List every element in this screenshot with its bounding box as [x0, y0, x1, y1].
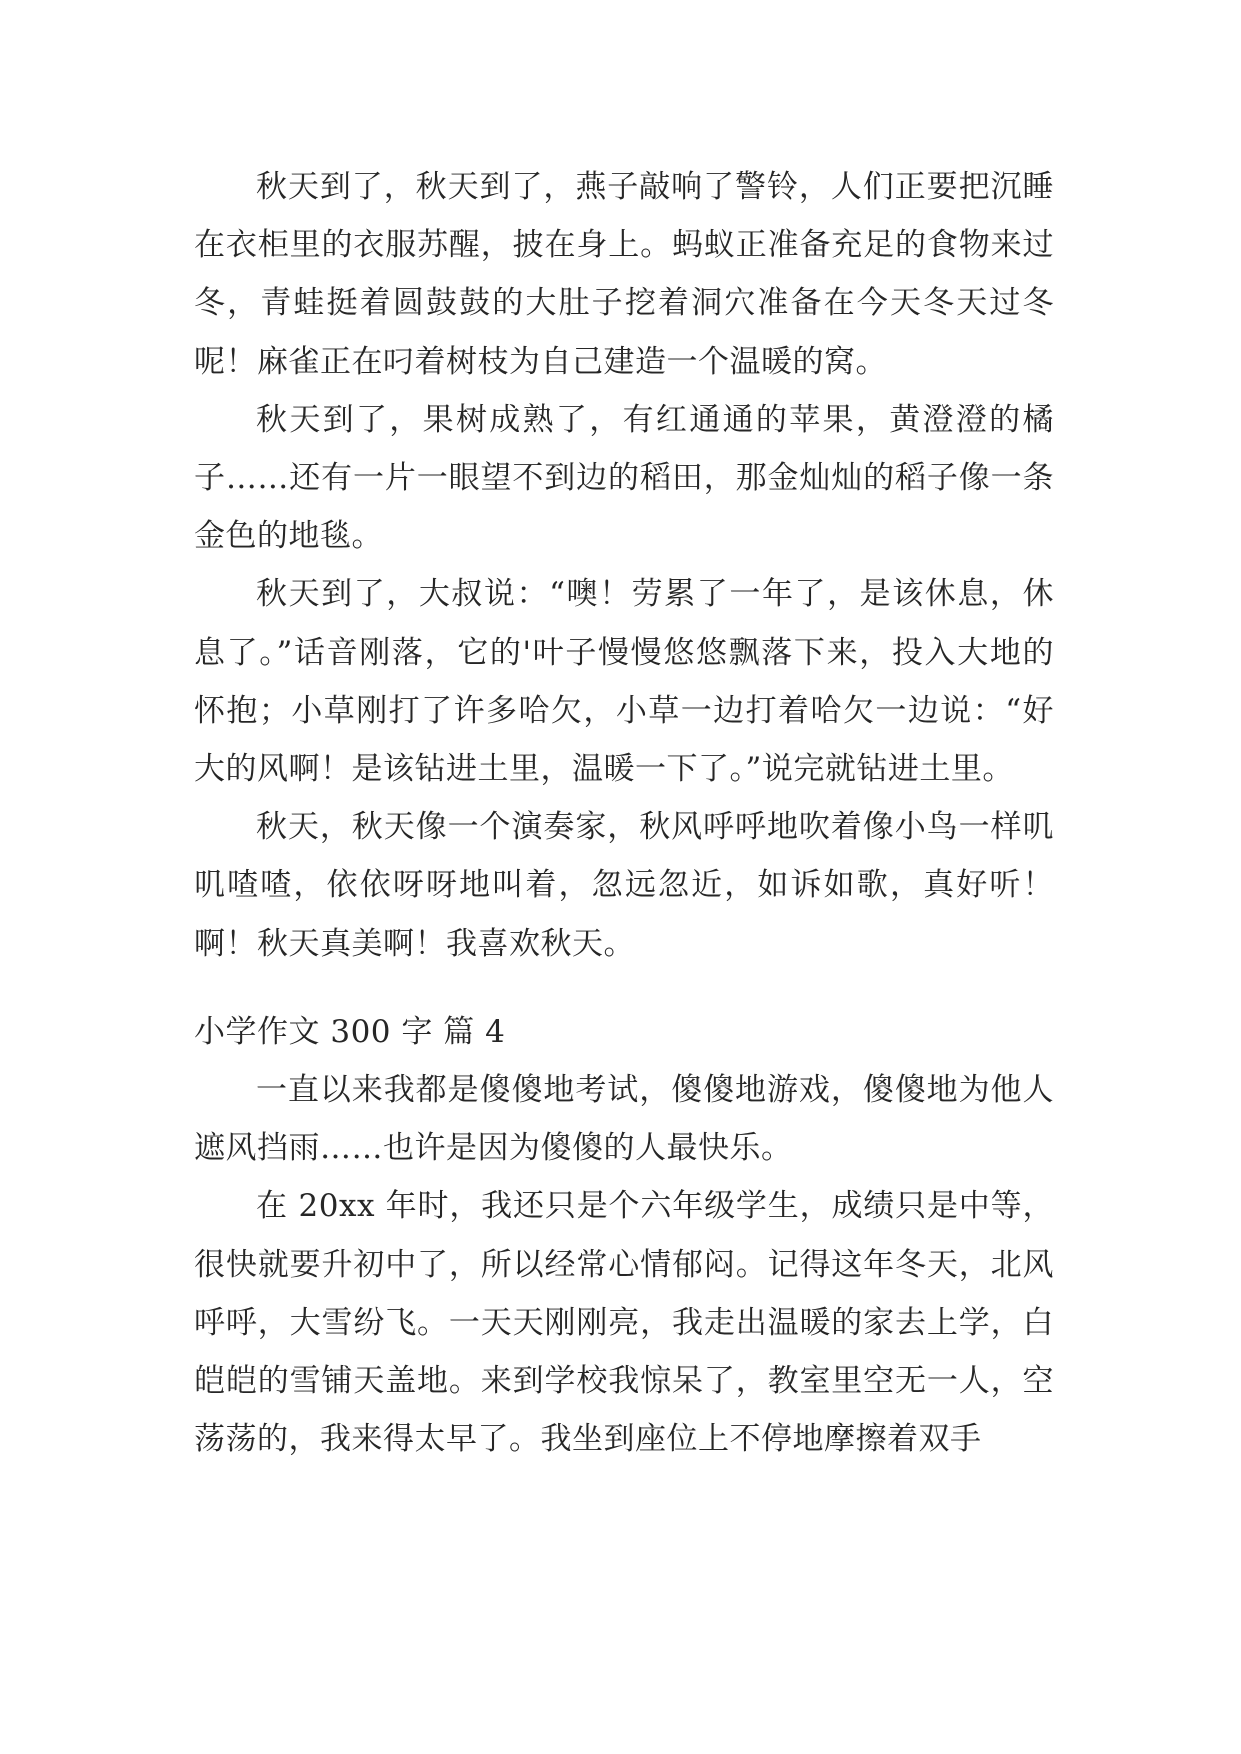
document-body	[194, 158, 1054, 1468]
paragraph: 秋天，秋天像一个演奏家，秋风呼呼地吹着像小鸟一样叽叽喳喳，依依呀呀地叫着，忽远忽近，如诉如歌，真好听！啊！秋天真美啊！我喜欢秋天。	[194, 809, 1054, 962]
paragraph: 秋天到了，秋天到了，燕子敲响了警铃，人们正要把沉睡在衣柜里的衣服苏醒，披在身上。蚂蚁正准备充足的食物来过冬，青蛙挺着圆鼓鼓的大肚子挖着洞穴准备在今天冬天过冬呢！麻雀正在叼着树枝为自己建造一个温暖的窝。	[194, 169, 1054, 380]
paragraph: 在 20xx 年时，我还只是个六年级学生，成绩只是中等，很快就要升初中了，所以经常心情郁闷。记得这年冬天，北风呼呼，大雪纷飞。一天天刚刚亮，我走出温暖的家去上学，白皑皑的雪铺天盖地。来到学校我惊呆了，教室里空无一人，空荡荡的，我来得太早了。我坐到座位上不停地摩擦着双手	[194, 1188, 1054, 1458]
section-heading: 小学作文 300 字 篇 4	[194, 1013, 506, 1050]
paragraph: 一直以来我都是傻傻地考试，傻傻地游戏，傻傻地为他人遮风挡雨……也许是因为傻傻的人最快乐。	[194, 1072, 1054, 1167]
paragraph: 秋天到了，果树成熟了，有红通通的苹果，黄澄澄的橘子……还有一片一眼望不到边的稻田，那金灿灿的稻子像一条金色的地毯。	[194, 401, 1054, 555]
paragraph: 秋天到了，大叔说：“噢！劳累了一年了，是该休息，休息了。”话音刚落，它的'叶子慢慢悠悠飘落下来，投入大地的怀抱；小草刚打了许多哈欠，小草一边打着哈欠一边说：“好大的风啊！是该钻进土里，温暖一下了。”说完就钻进土里。	[194, 576, 1054, 788]
